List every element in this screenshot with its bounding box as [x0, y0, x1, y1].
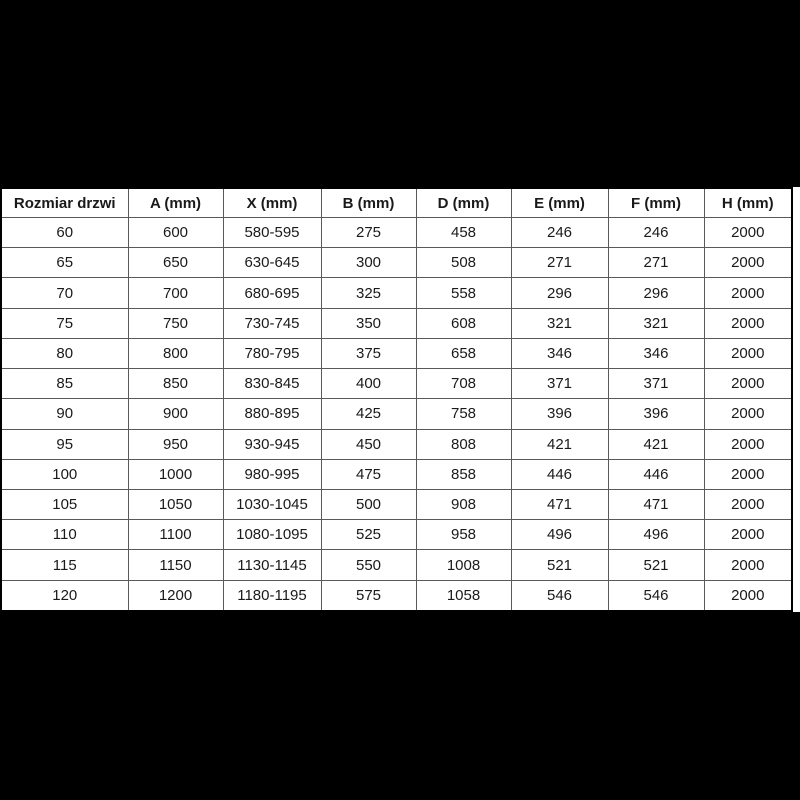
table-row: [1, 369, 792, 399]
table-cell: 546: [608, 580, 704, 611]
table-cell: 475: [321, 459, 416, 489]
table-strip: [0, 187, 800, 612]
table-cell: 458: [416, 218, 511, 248]
table-cell: 808: [416, 429, 511, 459]
table-cell: 296: [511, 278, 608, 308]
table-cell: 575: [321, 580, 416, 611]
table-cell: 120: [1, 580, 128, 611]
table-cell: 558: [416, 278, 511, 308]
table-cell: 2000: [704, 399, 792, 429]
table-cell: 700: [128, 278, 223, 308]
table-cell: 60: [1, 218, 128, 248]
table-cell: 421: [608, 429, 704, 459]
table-cell: 321: [511, 308, 608, 338]
table-cell: 2000: [704, 550, 792, 580]
column-header: Rozmiar drzwi: [1, 188, 128, 218]
table-cell: 600: [128, 218, 223, 248]
table-cell: 730-745: [223, 308, 321, 338]
table-cell: 2000: [704, 218, 792, 248]
table-row: [1, 429, 792, 459]
table-cell: 1050: [128, 489, 223, 519]
table-cell: 396: [511, 399, 608, 429]
table-cell: 271: [608, 248, 704, 278]
table-cell: 1150: [128, 550, 223, 580]
table-cell: 2000: [704, 429, 792, 459]
table-cell: 321: [608, 308, 704, 338]
table-cell: 1130-1145: [223, 550, 321, 580]
table-cell: 1080-1095: [223, 520, 321, 550]
table-cell: 296: [608, 278, 704, 308]
column-header: X (mm): [223, 188, 321, 218]
table-cell: 958: [416, 520, 511, 550]
table-cell: 2000: [704, 459, 792, 489]
table-cell: 525: [321, 520, 416, 550]
table-cell: 246: [511, 218, 608, 248]
table-cell: 658: [416, 338, 511, 368]
table-cell: 421: [511, 429, 608, 459]
table-cell: 780-795: [223, 338, 321, 368]
table-cell: 446: [608, 459, 704, 489]
table-cell: 850: [128, 369, 223, 399]
table-cell: 110: [1, 520, 128, 550]
table-cell: 650: [128, 248, 223, 278]
table-row: [1, 278, 792, 308]
table-row: [1, 459, 792, 489]
table-row: [1, 520, 792, 550]
table-cell: 70: [1, 278, 128, 308]
table-header-row: [1, 188, 792, 218]
column-header: E (mm): [511, 188, 608, 218]
table-cell: 471: [511, 489, 608, 519]
table-cell: 830-845: [223, 369, 321, 399]
table-cell: 80: [1, 338, 128, 368]
table-cell: 2000: [704, 308, 792, 338]
table-cell: 85: [1, 369, 128, 399]
column-header: D (mm): [416, 188, 511, 218]
table-cell: 1030-1045: [223, 489, 321, 519]
table-cell: 908: [416, 489, 511, 519]
table-cell: 75: [1, 308, 128, 338]
table-cell: 105: [1, 489, 128, 519]
table-row: [1, 580, 792, 611]
column-header: A (mm): [128, 188, 223, 218]
table-cell: 371: [608, 369, 704, 399]
door-size-spec-table: [0, 187, 793, 612]
table-cell: 496: [511, 520, 608, 550]
table-cell: 300: [321, 248, 416, 278]
table-cell: 350: [321, 308, 416, 338]
table-cell: 1100: [128, 520, 223, 550]
table-cell: 1058: [416, 580, 511, 611]
table-row: [1, 399, 792, 429]
table-cell: 400: [321, 369, 416, 399]
table-body: [1, 218, 792, 612]
table-cell: 2000: [704, 248, 792, 278]
table-cell: 346: [511, 338, 608, 368]
table-cell: 800: [128, 338, 223, 368]
table-cell: 630-645: [223, 248, 321, 278]
table-cell: 325: [321, 278, 416, 308]
table-cell: 546: [511, 580, 608, 611]
table-row: [1, 248, 792, 278]
table-cell: 95: [1, 429, 128, 459]
table-cell: 508: [416, 248, 511, 278]
table-cell: 1180-1195: [223, 580, 321, 611]
table-cell: 1008: [416, 550, 511, 580]
table-cell: 608: [416, 308, 511, 338]
table-cell: 680-695: [223, 278, 321, 308]
column-header: H (mm): [704, 188, 792, 218]
table-cell: 900: [128, 399, 223, 429]
table-cell: 950: [128, 429, 223, 459]
table-cell: 346: [608, 338, 704, 368]
table-cell: 396: [608, 399, 704, 429]
table-cell: 425: [321, 399, 416, 429]
table-cell: 450: [321, 429, 416, 459]
table-cell: 2000: [704, 369, 792, 399]
table-cell: 930-945: [223, 429, 321, 459]
table-row: [1, 550, 792, 580]
table-row: [1, 489, 792, 519]
table-cell: 246: [608, 218, 704, 248]
table-cell: 1000: [128, 459, 223, 489]
table-cell: 446: [511, 459, 608, 489]
table-cell: 496: [608, 520, 704, 550]
table-cell: 2000: [704, 489, 792, 519]
table-cell: 521: [511, 550, 608, 580]
table-cell: 521: [608, 550, 704, 580]
table-cell: 2000: [704, 278, 792, 308]
table-cell: 275: [321, 218, 416, 248]
table-row: [1, 308, 792, 338]
table-cell: 65: [1, 248, 128, 278]
table-cell: 90: [1, 399, 128, 429]
table-row: [1, 338, 792, 368]
table-cell: 1200: [128, 580, 223, 611]
table-cell: 2000: [704, 520, 792, 550]
table-cell: 708: [416, 369, 511, 399]
table-cell: 980-995: [223, 459, 321, 489]
column-header: B (mm): [321, 188, 416, 218]
table-cell: 371: [511, 369, 608, 399]
table-cell: 271: [511, 248, 608, 278]
table-cell: 750: [128, 308, 223, 338]
column-header: F (mm): [608, 188, 704, 218]
table-cell: 880-895: [223, 399, 321, 429]
table-cell: 858: [416, 459, 511, 489]
table-cell: 2000: [704, 338, 792, 368]
table-row: [1, 218, 792, 248]
table-cell: 100: [1, 459, 128, 489]
table-cell: 471: [608, 489, 704, 519]
table-cell: 500: [321, 489, 416, 519]
table-cell: 580-595: [223, 218, 321, 248]
table-cell: 2000: [704, 580, 792, 611]
table-cell: 550: [321, 550, 416, 580]
table-cell: 375: [321, 338, 416, 368]
table-cell: 758: [416, 399, 511, 429]
table-cell: 115: [1, 550, 128, 580]
